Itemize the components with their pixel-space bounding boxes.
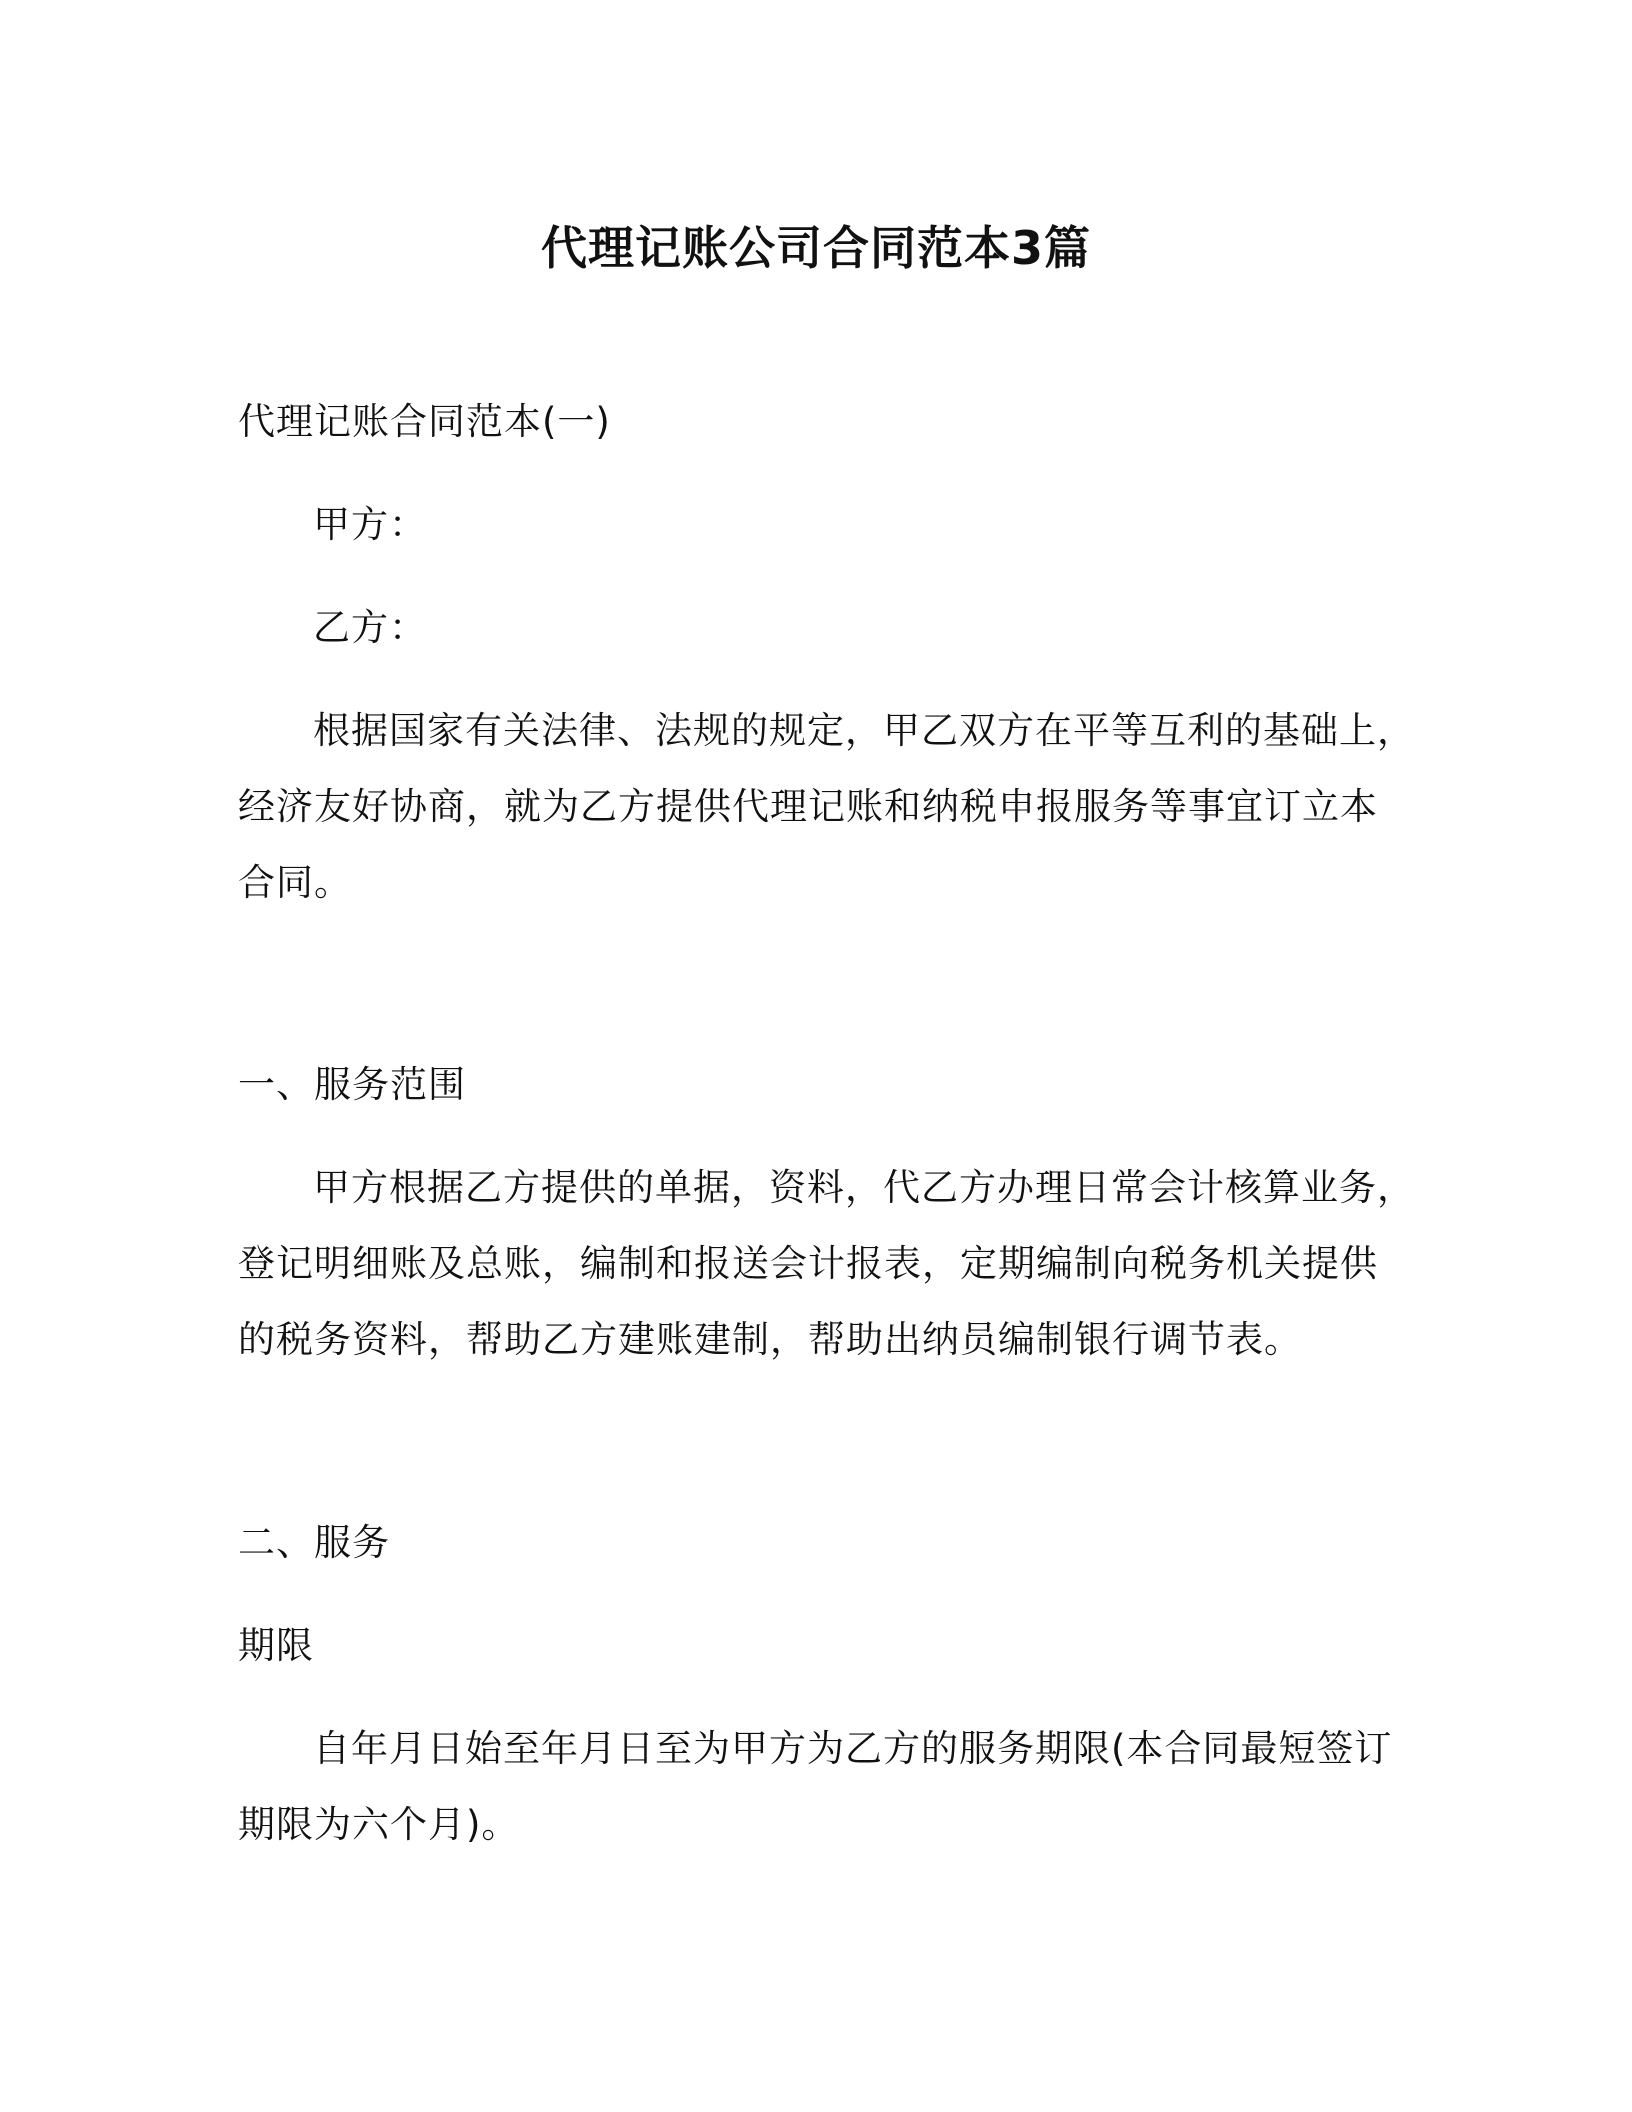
section2-line-1: 自年月日始至年月日至为甲方为乙方的服务期限(本合同最短签订 — [313, 1727, 1393, 1770]
preamble-line-2: 经济友好协商，就为乙方提供代理记账和纳税申报服务等事宜订立本 — [238, 785, 1378, 828]
preamble-line-1: 根据国家有关法律、法规的规定，甲乙双方在平等互利的基础上， — [313, 709, 1415, 752]
section1-heading: 一、服务范围 — [238, 1063, 466, 1106]
document-title: 代理记账公司合同范本3篇 — [540, 221, 1091, 275]
contract-heading: 代理记账合同范本(一) — [238, 400, 611, 443]
party-a-label: 甲方： — [313, 503, 427, 546]
section2-heading: 二、服务 — [238, 1521, 390, 1564]
section2-subheading: 期限 — [238, 1624, 314, 1667]
party-b-label: 乙方： — [313, 606, 427, 649]
section1-line-2: 登记明细账及总账，编制和报送会计报表，定期编制向税务机关提供 — [238, 1242, 1378, 1285]
section2-line-2: 期限为六个月)。 — [238, 1803, 520, 1846]
preamble-line-3: 合同。 — [238, 861, 352, 904]
section1-line-1: 甲方根据乙方提供的单据，资料，代乙方办理日常会计核算业务， — [313, 1166, 1415, 1209]
section1-line-3: 的税务资料，帮助乙方建账建制，帮助出纳员编制银行调节表。 — [238, 1318, 1302, 1361]
